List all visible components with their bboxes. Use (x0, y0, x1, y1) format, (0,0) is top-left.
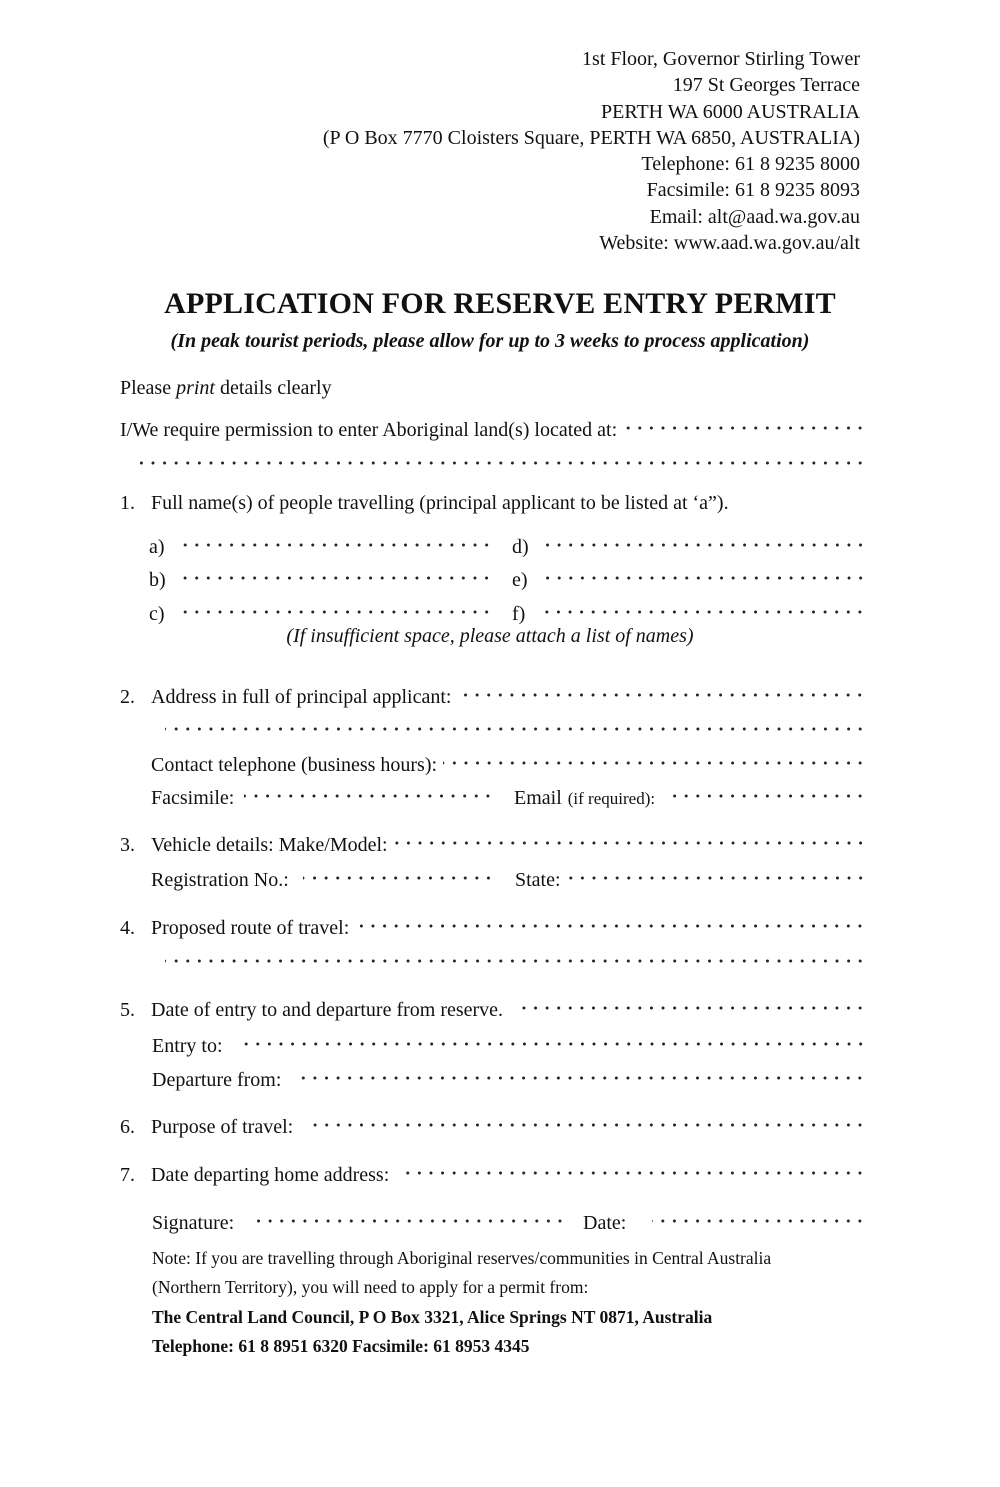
applicant-address-field-2[interactable] (165, 709, 866, 737)
name-e-row (512, 558, 866, 591)
q7-number: 7. (120, 1164, 135, 1186)
name-e-label: e) (512, 569, 528, 591)
name-b-row (149, 558, 492, 591)
departure-label: Departure from: (152, 1069, 282, 1091)
signature-date-field[interactable] (652, 1201, 866, 1229)
address-telephone: Telephone: 61 8 9235 8000 (641, 153, 860, 176)
registration-label: Registration No.: (151, 869, 289, 891)
q2-row (120, 675, 866, 708)
q2-number: 2. (120, 686, 135, 708)
name-d-label: d) (512, 536, 529, 558)
address-line-2: 197 St Georges Terrace (672, 74, 860, 97)
name-a-field[interactable] (179, 525, 492, 553)
name-d-field[interactable] (541, 525, 866, 553)
applicant-fax-field[interactable] (244, 776, 494, 804)
q3-label: Vehicle details: Make/Model: (151, 834, 388, 856)
address-block (323, 46, 860, 256)
q5-label: Date of entry to and departure from reserve. (151, 999, 504, 1021)
footer-note-line-1: Note: If you are travelling through Aboriginal reserves/communities in Central Australia (152, 1248, 772, 1268)
name-e-field[interactable] (540, 558, 866, 586)
purpose-field[interactable] (307, 1105, 866, 1133)
land-location-field[interactable] (623, 408, 866, 436)
signature-row (152, 1201, 566, 1234)
entry-field[interactable] (237, 1024, 866, 1052)
registration-row (151, 858, 494, 891)
signature-date-row (583, 1201, 866, 1234)
footer-note-line-2: (Northern Territory), you will need to apply for a permit from: (152, 1277, 589, 1297)
q6-number: 6. (120, 1116, 135, 1138)
applicant-email-label: Email (514, 787, 562, 809)
contact-phone-row (151, 743, 866, 776)
name-b-field[interactable] (180, 558, 492, 586)
signature-field[interactable] (252, 1201, 566, 1229)
contact-phone-field[interactable] (443, 743, 866, 771)
land-location-row-2 (135, 443, 866, 471)
name-c-field[interactable] (179, 592, 492, 620)
q4-number: 4. (120, 917, 135, 939)
state-label: State: (515, 869, 561, 891)
route-row-2 (165, 941, 866, 969)
contact-phone-label: Contact telephone (business hours): (151, 754, 438, 776)
applicant-email-field[interactable] (669, 776, 866, 804)
applicant-fax-row (151, 776, 494, 809)
applicant-email-row (514, 776, 866, 809)
departure-row (152, 1058, 866, 1091)
central-land-council-contact: Telephone: 61 8 8951 6320 Facsimile: 61 8953 4345 (152, 1336, 530, 1356)
name-a-label: a) (149, 536, 165, 558)
route-field[interactable] (355, 906, 866, 934)
name-c-label: c) (149, 603, 165, 625)
applicant-address-field[interactable] (457, 675, 866, 703)
route-field-2[interactable] (165, 941, 866, 969)
q6-label: Purpose of travel: (151, 1116, 294, 1138)
q1-number: 1. (120, 492, 135, 514)
q6-row (120, 1105, 866, 1138)
q5-row (120, 988, 866, 1021)
state-field[interactable] (567, 858, 866, 886)
q4-label: Proposed route of travel: (151, 917, 350, 939)
address-po-box: (P O Box 7770 Cloisters Square, PERTH WA 6850, AUSTRALIA) (322, 126, 860, 149)
name-f-row (512, 592, 866, 625)
name-c-row (149, 592, 492, 625)
q5-number: 5. (120, 999, 135, 1021)
name-f-label: f) (512, 603, 526, 625)
print-instruction-prefix: Please (120, 377, 172, 399)
q1-row (120, 489, 729, 517)
q1-label: Full name(s) of people travelling (principal applicant to be listed at ‘a”). (151, 492, 729, 514)
q3-row (120, 823, 866, 856)
address-facsimile: Facsimile: 61 8 9235 8093 (646, 179, 860, 202)
name-b-label: b) (149, 569, 166, 591)
applicant-email-qualifier: (if required): (567, 789, 656, 808)
address-email: Email: alt@aad.wa.gov.au (649, 205, 860, 228)
applicant-address-row-2 (165, 709, 866, 737)
state-row (515, 858, 866, 891)
entry-departure-field[interactable] (517, 988, 866, 1016)
print-instruction-suffix: details clearly (220, 377, 332, 399)
applicant-fax-label: Facsimile: (151, 787, 235, 809)
name-f-field[interactable] (537, 592, 866, 620)
q4-row (120, 906, 866, 939)
departure-field[interactable] (295, 1058, 866, 1086)
signature-label: Signature: (152, 1212, 235, 1234)
names-space-note: (If insufficient space, please attach a list of names) (286, 625, 694, 647)
q2-label: Address in full of principal applicant: (151, 686, 452, 708)
name-a-row (149, 525, 492, 558)
print-instruction (120, 374, 332, 402)
q3-number: 3. (120, 834, 135, 856)
q7-label: Date departing home address: (151, 1164, 390, 1186)
land-location-row (120, 408, 866, 441)
print-instruction-emphasis: print (176, 377, 215, 399)
address-line-1: 1st Floor, Governor Stirling Tower (582, 48, 860, 70)
address-line-3: PERTH WA 6000 AUSTRALIA (600, 100, 860, 123)
entry-label: Entry to: (152, 1035, 223, 1057)
central-land-council-address: The Central Land Council, P O Box 3321, Alice Springs NT 0871, Australia (152, 1307, 713, 1327)
departing-home-field[interactable] (403, 1153, 866, 1181)
signature-date-label: Date: (583, 1212, 627, 1234)
land-location-label: I/We require permission to enter Aboriginal land(s) located at: (120, 419, 618, 441)
q7-row (120, 1153, 866, 1186)
registration-field[interactable] (303, 858, 494, 886)
name-d-row (512, 525, 866, 558)
address-website: Website: www.aad.wa.gov.au/alt (599, 232, 860, 255)
land-location-field-2[interactable] (135, 443, 866, 471)
form-subtitle: (In peak tourist periods, please allow for up to 3 weeks to process application) (170, 330, 810, 352)
entry-row (152, 1024, 866, 1057)
vehicle-make-field[interactable] (394, 823, 866, 851)
form-title: APPLICATION FOR RESERVE ENTRY PERMIT (164, 287, 836, 320)
